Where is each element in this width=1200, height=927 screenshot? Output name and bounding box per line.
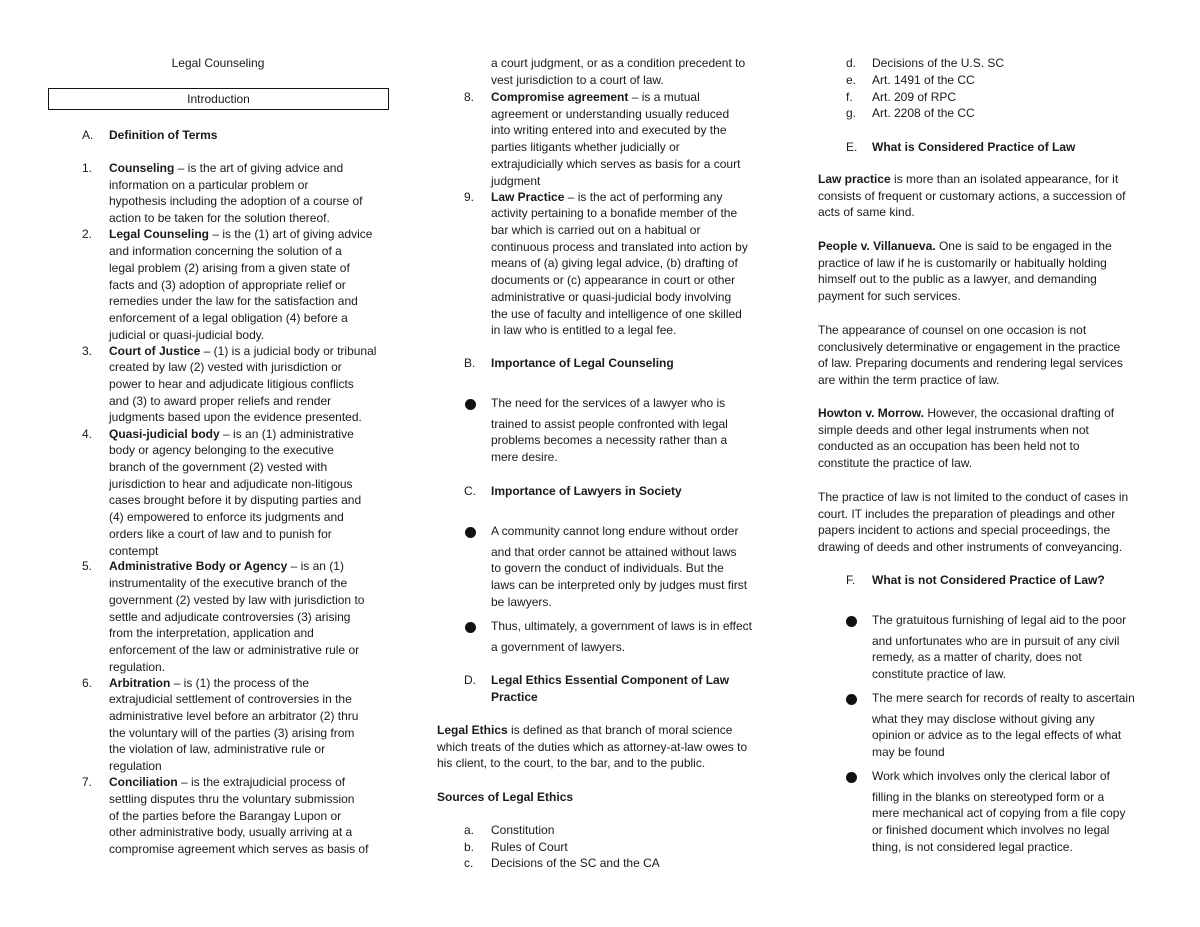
text-line: enforcement of a legal obligation (4) before a: [109, 310, 348, 325]
text-line: constitute practice of law.: [872, 667, 1007, 682]
text-line: administrative or quasi-judicial body involving: [491, 289, 732, 304]
text-line: administrative level before an arbitrator (2) thru: [109, 709, 359, 723]
text-line: bar which is carried out on a habitual or: [491, 223, 701, 237]
text-line: problems becomes a necessity rather than a: [491, 433, 728, 448]
text-line: remedy, as a matter of charity, does not: [872, 650, 1082, 665]
people-v-villanueva-paragraph: [818, 238, 1112, 305]
text-line: and that order cannot be attained without laws: [491, 544, 737, 559]
text-line: thing, is not considered legal practice.: [872, 839, 1073, 854]
text-line: The need for the services of a lawyer who is: [491, 396, 726, 410]
text-line: – is the act of performing any: [564, 189, 723, 204]
text-line: from the interpretation, application and: [109, 626, 314, 641]
text-line: – (1) is a judicial body or tribunal: [200, 343, 377, 358]
text-line: judgments based upon the evidence presented.: [109, 410, 362, 425]
text-line: cases brought before it by disputing parties and: [109, 493, 362, 508]
text-line: the violation of law, administrative rule or: [109, 742, 326, 757]
definition-item: [109, 558, 364, 675]
text-line: and information concerning the solution of a: [109, 244, 342, 259]
text-line: acts of same kind.: [818, 205, 915, 220]
source-letter: c.: [464, 856, 474, 870]
bullet-icon: [846, 616, 857, 627]
text-line: of law. Preparing documents and rendering legal services: [818, 356, 1123, 371]
text-line: legal problem (2) arising from a given state of: [109, 260, 350, 275]
text-line: – is an (1): [287, 559, 344, 574]
text-line: mere desire.: [491, 450, 558, 465]
text-line: judicial or quasi-judicial body.: [109, 327, 265, 342]
source-letter: f.: [846, 90, 853, 104]
text-line: action to be taken for the solution thereof.: [109, 211, 330, 226]
definition-number: 4.: [82, 426, 93, 441]
text-line: are within the term practice of law.: [818, 373, 1000, 388]
text-line: into writing entered into and executed by the: [491, 123, 727, 138]
text-line: created by law (2) vested with jurisdiction or: [109, 360, 342, 375]
text-line: jurisdiction to hear and adjudicate non-litigous: [109, 476, 353, 491]
text-line: the use of faculty and intelligence of one skilled: [491, 306, 742, 321]
text-line: drawing of deeds and other instruments of conveyancing.: [818, 540, 1123, 555]
section-d-title: [491, 672, 729, 705]
text-line: practice of law if he is customarily or habitually holding: [818, 255, 1107, 270]
source-item: Decisions of the U.S. SC: [872, 56, 1005, 70]
text-line: facts and (3) adoption of appropriate relief or: [109, 277, 346, 292]
text-line: papers incident to actions and special proceedings, the: [818, 523, 1111, 538]
continuation-text: [491, 55, 745, 88]
section-a-letter: A.: [82, 128, 94, 142]
text-line: extrajudicially which serves as basis for a court: [491, 156, 741, 171]
text-line: in law who is entitled to a legal fee.: [491, 323, 677, 338]
case-name: Howton v. Morrow.: [818, 406, 924, 420]
definition-term: Arbitration: [109, 675, 171, 690]
text-line: Legal Ethics Essential Component of Law: [491, 673, 730, 687]
text-line: Practice: [491, 689, 538, 704]
text-line: A community cannot long endure without order: [491, 524, 739, 538]
text-line: his client, to the court, to the bar, and to the public.: [437, 756, 706, 771]
text-line: (4) empowered to enforce its judgments and: [109, 510, 344, 525]
legal-ethics-definition: [437, 722, 747, 772]
definition-term: Law Practice: [491, 189, 565, 204]
section-c-letter: C.: [464, 484, 476, 498]
text-line: mere mechanical act of copying from a file copy: [872, 806, 1126, 821]
text-line: and unfortunates who are in pursuit of any civil: [872, 633, 1120, 648]
definition-item: [109, 160, 363, 227]
text-line: filling in the blanks on stereotyped form or a: [872, 789, 1105, 804]
text-line: a government of lawyers.: [491, 639, 626, 654]
text-line: The practice of law is not limited to the conduct of cases in: [818, 490, 1129, 504]
text-line: remedies under the law for the satisfaction and: [109, 294, 358, 309]
text-line: be lawyers.: [491, 594, 552, 609]
text-line: The appearance of counsel on one occasion is not: [818, 323, 1087, 337]
definition-number: 5.: [82, 559, 93, 574]
term: Legal Ethics: [437, 723, 508, 737]
definition-number: 6.: [82, 675, 93, 690]
definition-term: Quasi-judicial body: [109, 426, 220, 441]
text-line: One is said to be engaged in the: [935, 239, 1112, 253]
text-line: instrumentality of the executive branch of the: [109, 576, 348, 591]
definition-number: 9.: [464, 189, 475, 204]
text-line: continuous process and translated into action by: [491, 239, 748, 254]
definition-number: 3.: [82, 343, 93, 358]
text-line: regulation: [109, 759, 162, 774]
text-line: simple deeds and other legal instruments when not: [818, 422, 1089, 437]
source-letter: a.: [464, 823, 475, 837]
text-line: means of (a) giving legal advice, (b) drafting of: [491, 256, 738, 271]
section-c-bullet-2: [491, 618, 752, 655]
text-line: However, the occasional drafting of: [924, 406, 1115, 420]
source-item: Art. 209 of RPC: [872, 90, 957, 104]
definition-item: [109, 774, 368, 858]
text-line: activity pertaining to a bonafide member of the: [491, 206, 738, 221]
definition-item: [491, 189, 748, 339]
section-e-title: What is Considered Practice of Law: [872, 140, 1076, 154]
text-line: enforcement of the law or administrative rule or: [109, 642, 360, 657]
definition-number: 2.: [82, 227, 93, 242]
document-title: Legal Counseling: [171, 56, 265, 70]
text-line: The gratuitous furnishing of legal aid to the poor: [872, 613, 1127, 627]
text-line: and (3) to award proper reliefs and render: [109, 393, 332, 408]
term: Law practice: [818, 172, 891, 186]
case-name: People v. Villanueva.: [818, 239, 936, 253]
text-line: – is the (1) art of giving advice: [209, 227, 373, 242]
text-line: government (2) vested by law with jurisdiction to: [109, 592, 365, 607]
text-line: settle and adjudicate controversies (3) arising: [109, 609, 351, 624]
text-line: branch of the government (2) vested with: [109, 460, 328, 474]
text-line: orders like a court of law and to punish for: [109, 526, 332, 541]
sources-heading: Sources of Legal Ethics: [437, 790, 574, 804]
text-line: body or agency belonging to the executive: [109, 443, 334, 458]
definition-number: 1.: [82, 161, 93, 175]
definition-item: [491, 89, 740, 189]
text-line: or finished document which involves no legal: [872, 823, 1110, 838]
source-item: Art. 2208 of the CC: [872, 106, 975, 120]
section-c-bullet-1: [491, 523, 747, 611]
introduction-heading: Introduction: [187, 92, 250, 106]
text-line: which treats of the duties which as attorney-at-law owes to: [437, 739, 748, 754]
definition-number: 8.: [464, 90, 475, 104]
section-f-title: What is not Considered Practice of Law?: [872, 573, 1105, 587]
text-line: constitute the practice of law.: [818, 456, 973, 471]
text-line: settling disputes thru the voluntary submission: [109, 791, 355, 806]
text-line: the voluntary will of the parties (3) arising from: [109, 725, 355, 740]
definition-item: [109, 343, 376, 427]
text-line: laws can be interpreted only by judges must first: [491, 578, 748, 593]
definition-term: Compromise agreement: [491, 90, 629, 104]
text-line: conducted as an occupation has been held not to: [818, 439, 1080, 454]
source-letter: g.: [846, 106, 857, 120]
source-letter: d.: [846, 56, 857, 70]
section-b-bullet: [491, 395, 728, 466]
text-line: – is the extrajudicial process of: [177, 775, 346, 790]
howton-v-morrow-paragraph: [818, 405, 1114, 472]
text-line: power to hear and adjudicate litigious conflicts: [109, 377, 354, 391]
text-line: agreement or understanding usually reduced: [491, 106, 730, 121]
text-line: himself out to the public as a lawyer, and demanding: [818, 272, 1097, 287]
text-line: contempt: [109, 543, 159, 558]
definition-term: Counseling: [109, 161, 175, 175]
section-a-title: Definition of Terms: [109, 128, 218, 142]
text-line: Thus, ultimately, a government of laws is in effect: [491, 619, 753, 633]
text-line: documents or (c) appearance in court or other: [491, 273, 736, 288]
text-line: – is the art of giving advice and: [174, 161, 344, 175]
text-line: court. IT includes the preparation of pleadings and other: [818, 506, 1116, 521]
section-d-letter: D.: [464, 673, 476, 687]
law-practice-paragraph: [818, 171, 1125, 221]
text-line: is more than an isolated appearance, for it: [890, 172, 1119, 186]
source-letter: b.: [464, 840, 475, 854]
definition-term: Legal Counseling: [109, 227, 210, 242]
bullet-icon: [465, 622, 476, 633]
source-item: Constitution: [491, 823, 555, 837]
text-line: judgment: [491, 173, 541, 188]
section-b-title: Importance of Legal Counseling: [491, 356, 674, 370]
text-line: – is an (1) administrative: [219, 426, 354, 441]
text-line: information on a particular problem or: [109, 177, 309, 192]
definition-item: [109, 426, 361, 560]
bullet-icon: [846, 772, 857, 783]
definition-item: [109, 226, 372, 343]
text-line: Work which involves only the clerical labor of: [872, 769, 1110, 783]
source-letter: e.: [846, 73, 857, 87]
source-item: Decisions of the SC and the CA: [491, 856, 660, 870]
text-line: – is a mutual: [628, 90, 700, 104]
section-f-bullet-3: [872, 768, 1125, 856]
definition-number: 7.: [82, 775, 93, 790]
introduction-box: [48, 88, 389, 110]
text-line: The mere search for records of realty to ascertain: [872, 691, 1135, 705]
text-line: trained to assist people confronted with legal: [491, 416, 728, 431]
section-f-bullet-1: [872, 612, 1126, 683]
text-line: hypothesis including the adoption of a course of: [109, 194, 363, 209]
section-c-title: Importance of Lawyers in Society: [491, 484, 682, 498]
definition-item: [109, 675, 358, 775]
not-limited-paragraph: [818, 489, 1128, 556]
section-f-bullet-2: [872, 690, 1135, 761]
text-line: parties litigants whether judicially or: [491, 140, 680, 155]
text-line: vest jurisdiction to a court of law.: [491, 72, 664, 87]
text-line: what they may disclose without giving any: [872, 711, 1095, 726]
text-line: payment for such services.: [818, 289, 961, 304]
section-b-letter: B.: [464, 356, 476, 370]
appearance-paragraph: [818, 322, 1123, 389]
source-item: Art. 1491 of the CC: [872, 73, 975, 87]
text-line: regulation.: [109, 659, 166, 674]
definition-term: Court of Justice: [109, 343, 201, 358]
text-line: consists of frequent or customary actions, a succession of: [818, 188, 1126, 203]
text-line: – is (1) the process of the: [170, 675, 310, 690]
definition-term: Administrative Body or Agency: [109, 559, 288, 574]
definition-term: Conciliation: [109, 775, 178, 790]
text-line: may be found: [872, 745, 945, 760]
text-line: to govern the conduct of individuals. But the: [491, 561, 724, 576]
bullet-icon: [846, 694, 857, 705]
text-line: a court judgment, or as a condition precedent to: [491, 56, 746, 70]
text-line: opinion or advice as to the legal effects of what: [872, 728, 1122, 743]
source-item: Rules of Court: [491, 840, 568, 854]
text-line: other administrative body, usually arriving at a: [109, 825, 353, 840]
bullet-icon: [465, 399, 476, 410]
section-e-letter: E.: [846, 140, 858, 154]
text-line: of the parties before the Barangay Lupon or: [109, 808, 342, 823]
text-line: conclusively determinative or engagement in the practice: [818, 339, 1121, 354]
section-f-letter: F.: [846, 573, 856, 587]
text-line: is defined as that branch of moral science: [507, 723, 733, 737]
text-line: extrajudicial settlement of controversies in the: [109, 692, 352, 707]
bullet-icon: [465, 527, 476, 538]
text-line: compromise agreement which serves as basis of: [109, 842, 369, 856]
